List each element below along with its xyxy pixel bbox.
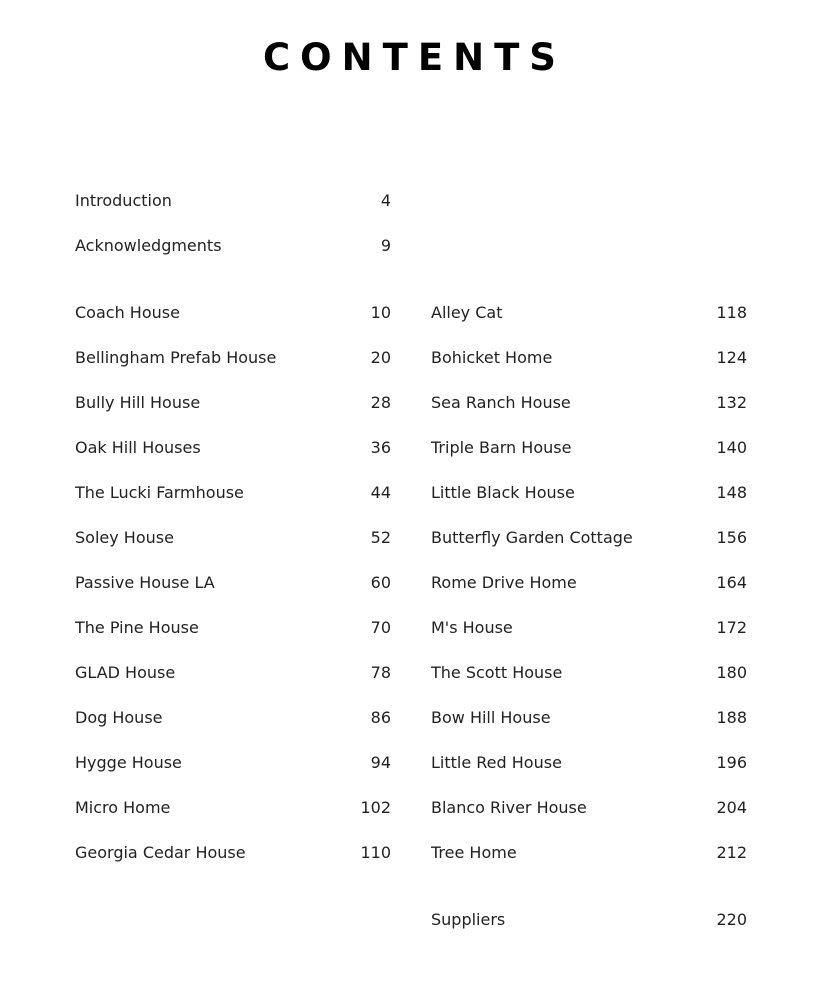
page-title: CONTENTS (263, 36, 566, 79)
toc-entry-page: 156 (716, 528, 747, 547)
toc-entry-label: The Scott House (431, 663, 563, 682)
toc-entry-label: Little Red House (431, 753, 562, 772)
toc-entry-page: 212 (716, 843, 747, 862)
toc-entry-page: 220 (716, 910, 747, 929)
toc-entry-page: 188 (716, 708, 747, 727)
toc-entry-label: Acknowledgments (75, 236, 222, 255)
toc-entry-label: Hygge House (75, 753, 182, 772)
toc-entry-page: 60 (370, 573, 391, 592)
toc-entry[interactable] (431, 796, 747, 820)
toc-entry-page: 4 (380, 191, 391, 210)
toc-entry[interactable] (75, 706, 391, 730)
toc-entry-page: 44 (370, 483, 391, 502)
toc-entry-label: The Lucki Farmhouse (75, 483, 244, 502)
toc-entry-page: 140 (716, 438, 747, 457)
toc-entry-label: M's House (431, 618, 513, 637)
toc-entry[interactable] (431, 841, 747, 865)
toc-entry-page: 10 (370, 303, 391, 322)
toc-entry-page: 20 (370, 348, 391, 367)
toc-entry-label: Bohicket Home (431, 348, 553, 367)
toc-entry-label: Little Black House (431, 483, 575, 502)
toc-entry[interactable] (431, 526, 747, 550)
toc-entry-page: 118 (716, 303, 747, 322)
toc-entry-page: 110 (360, 843, 391, 862)
toc-entry[interactable] (75, 391, 391, 415)
toc-entry-page: 102 (360, 798, 391, 817)
toc-entry-label: Soley House (75, 528, 174, 547)
toc-entry[interactable] (431, 436, 747, 460)
toc-entry[interactable] (75, 481, 391, 505)
toc-entry[interactable] (431, 391, 747, 415)
toc-entry-label: The Pine House (75, 618, 199, 637)
toc-entry[interactable] (431, 661, 747, 685)
toc-entry-label: Dog House (75, 708, 163, 727)
toc-entry-label: Suppliers (431, 910, 506, 929)
toc-entry[interactable] (75, 436, 391, 460)
toc-entry[interactable] (75, 751, 391, 775)
toc-entry-label: Bow Hill House (431, 708, 551, 727)
toc-entry[interactable] (75, 841, 391, 865)
toc-entry-page: 86 (370, 708, 391, 727)
toc-entry[interactable] (431, 301, 747, 325)
toc-entry-label: Butterfly Garden Cottage (431, 528, 633, 547)
toc-entry-page: 148 (716, 483, 747, 502)
toc-entry-label: Tree Home (431, 843, 517, 862)
toc-entry-page: 180 (716, 663, 747, 682)
toc-entry-label: Triple Barn House (431, 438, 572, 457)
toc-entry[interactable] (75, 301, 391, 325)
toc-entry-label: Coach House (75, 303, 180, 322)
toc-entry-label: Bully Hill House (75, 393, 201, 412)
toc-entry-page: 78 (370, 663, 391, 682)
toc-entry-label: Blanco River House (431, 798, 587, 817)
toc-entry-suppliers[interactable] (431, 908, 747, 932)
toc-entry-page: 94 (370, 753, 391, 772)
toc-entry-label: Micro Home (75, 798, 171, 817)
toc-entry-page: 28 (370, 393, 391, 412)
toc-entry[interactable] (75, 661, 391, 685)
toc-entry[interactable] (431, 346, 747, 370)
toc-entry-label: Sea Ranch House (431, 393, 571, 412)
toc-entry-page: 52 (370, 528, 391, 547)
toc-entry[interactable] (431, 481, 747, 505)
toc-entry[interactable] (75, 526, 391, 550)
toc-entry-label: Passive House LA (75, 573, 215, 592)
toc-entry-acknowledgments[interactable] (75, 234, 391, 258)
toc-entry-introduction[interactable] (75, 189, 391, 213)
toc-entry-page: 9 (380, 236, 391, 255)
toc-entry-page: 172 (716, 618, 747, 637)
toc-entry[interactable] (431, 706, 747, 730)
toc-entry-page: 70 (370, 618, 391, 637)
toc-entry[interactable] (431, 616, 747, 640)
toc-entry-page: 124 (716, 348, 747, 367)
toc-entry-page: 36 (370, 438, 391, 457)
toc-entry-page: 204 (716, 798, 747, 817)
toc-entry-label: Bellingham Prefab House (75, 348, 277, 367)
toc-entry-label: Oak Hill Houses (75, 438, 201, 457)
toc-entry-label: GLAD House (75, 663, 176, 682)
toc-entry-label: Introduction (75, 191, 172, 210)
toc-entry-label: Georgia Cedar House (75, 843, 246, 862)
toc-entry[interactable] (75, 616, 391, 640)
toc-entry-page: 164 (716, 573, 747, 592)
toc-entry[interactable] (431, 751, 747, 775)
toc-entry-page: 132 (716, 393, 747, 412)
toc-entry[interactable] (75, 796, 391, 820)
toc-entry-label: Rome Drive Home (431, 573, 577, 592)
toc-entry[interactable] (75, 346, 391, 370)
toc-entry[interactable] (431, 571, 747, 595)
toc-entry-page: 196 (716, 753, 747, 772)
toc-entry[interactable] (75, 571, 391, 595)
toc-entry-label: Alley Cat (431, 303, 503, 322)
